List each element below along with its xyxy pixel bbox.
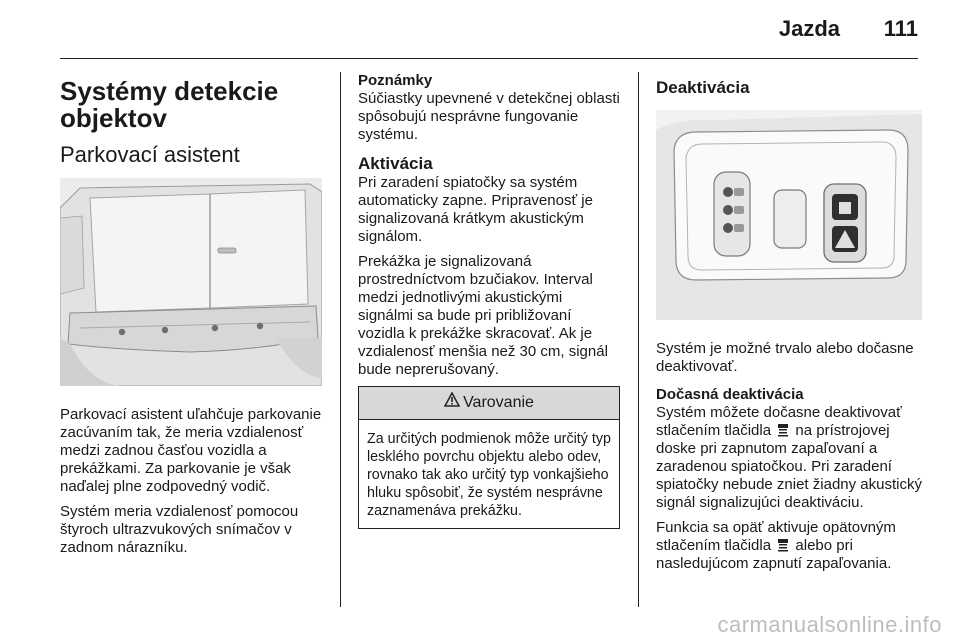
chapter-title: Systémy detekcie objektov (60, 76, 279, 133)
paragraph (656, 519, 922, 573)
column-left (60, 72, 322, 564)
text-fragment: alebo pri nasledujúcom zapnutí zapaľovania. (656, 537, 892, 572)
warning-box (358, 386, 620, 529)
warning-triangle-icon (444, 387, 460, 419)
parking-sensor-icon (777, 423, 789, 437)
temporary-deactivation-heading: Dočasná deaktivácia (656, 386, 804, 403)
section-subtitle: Parkovací asistent (60, 142, 240, 167)
paragraph: Pri zaradení spiatočky sa systém automaticky zapne. Pripravenosť je signalizovaná krátkym akustickým signálom. (358, 174, 593, 245)
column-middle (358, 72, 620, 529)
warning-label: Varovanie (463, 394, 534, 412)
note-text: Súčiastky upevnené v detekčnej oblasti spôsobujú nesprávne fungovanie systému. (358, 90, 620, 143)
van-rear-drawing (60, 178, 322, 386)
switch-panel-drawing (656, 110, 922, 320)
text-fragment: Systém môžete dočasne deaktivovať stlačením tlačidla (656, 404, 902, 439)
deactivation-heading: Deaktivácia (656, 78, 750, 97)
column-divider (638, 72, 639, 607)
column-divider (340, 72, 341, 607)
page-header (0, 0, 960, 58)
text-fragment: Funkcia sa opäť aktivuje opätovným stlačením tlačidla (656, 519, 896, 554)
paragraph: Parkovací asistent uľahčuje parkovanie zacúvaním tak, že meria vzdialenosť medzi zadnou časťou vozidla a prekážkami. Za parkovanie je však naďalej plne zodpovedný vodič. (60, 406, 322, 495)
text-fragment: na prístrojovej doske pri zapnutom zapaľovaní a zaradenou spiatočkou. Pri zaradení spiatočky nebude zniet žiadny akustický signál signalizujúci deaktiváciu. (656, 422, 922, 511)
paragraph: Prekážka je signalizovaná prostredníctvom bzučiakov. Interval medzi jednotlivými akustickými signálmi sa bude pri približovaní vozidla k prekážke skracovať. Ak je vzdialenosť menšia než 30 cm, signál bude neprerušovaný. (358, 253, 608, 378)
page-number: 111 (883, 16, 918, 41)
switch-panel-illustration (656, 110, 922, 320)
paragraph (656, 404, 922, 512)
warning-text: Za určitých podmienok môže určitý typ lesklého povrchu objektu alebo odev, rovnako tak ako určitý typ vonkajšieho hluku spôsobiť, že systém nesprávne zaznamenáva prekážku. (367, 431, 611, 519)
parking-sensor-icon (777, 538, 789, 552)
header-rule (60, 58, 918, 59)
column-right (656, 72, 922, 580)
warning-header (359, 387, 619, 420)
note-heading: Poznámky (358, 72, 433, 89)
paragraph: Systém meria vzdialenosť pomocou štyroch ultrazvukových snímačov v zadnom nárazníku. (60, 503, 299, 556)
watermark: carmanualsonline.info (717, 612, 942, 637)
paragraph: Systém je možné trvalo alebo dočasne deaktivovať. (656, 340, 914, 375)
activation-heading: Aktivácia (358, 154, 433, 173)
van-rear-illustration (60, 178, 322, 386)
section-title: Jazda (778, 16, 840, 41)
